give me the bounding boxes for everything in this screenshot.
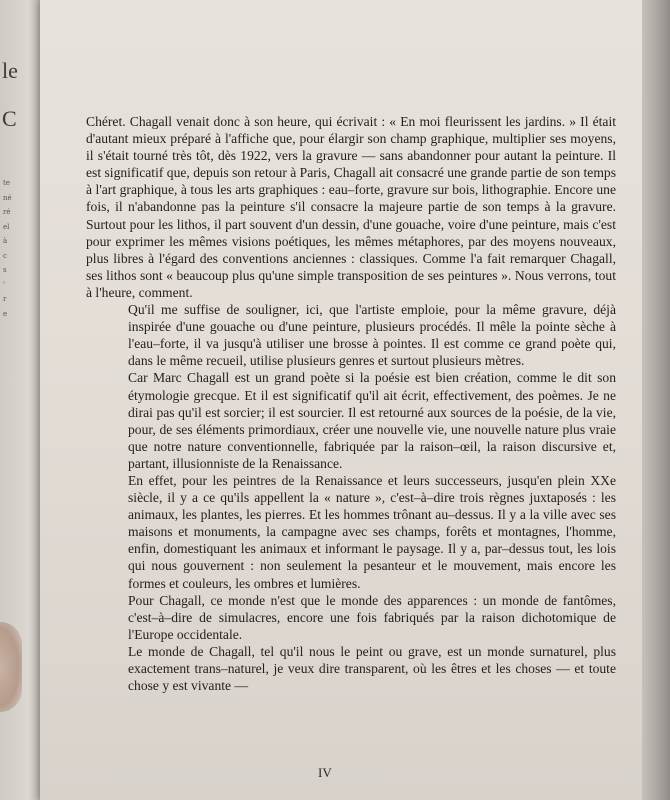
paragraph-3: Car Marc Chagall est un grand poète si la poésie est bien création, comme le dit son étymologie grecque. Et il est significatif qu'il ait écrit, effectivement, des poèmes. Je ne dirai pas qu'il est sorcier; il est sourcier. Il est retourné aux sources de la poésie, de la vie, pour, de ses éléments primordiaux, créer une nouvelle vie, une nouvelle nature plus vraie que notre nature conventionnelle, fabriquée par la raison–œil, la raison discursive et, partant, illusionniste de la Renaissance. [128,370,616,471]
left-page-margin-line: s [3,266,7,274]
left-page-margin-line: ré [3,208,11,216]
left-page-margin-line: e [3,309,8,318]
thumb-holding-book [0,622,22,712]
left-page-margin-line: el [3,222,10,231]
left-page-margin-line: te [3,179,10,187]
left-page-fragment-mid: C [2,106,17,131]
paragraph-6: Le monde de Chagall, tel qu'il nous le peint ou grave, est un monde surnaturel, plus exactement trans–naturel, je veux dire transparent, où les êtres et les choses — et toute chose y est vivante — [128,643,616,694]
left-page-fragment-top: le [2,58,18,83]
left-page-margin-lines [3,176,13,321]
page-edge-shadow [642,0,670,800]
paragraph-4: En effet, pour les peintres de la Renaissance et leurs successeurs, jusqu'en plein XXe siècle, il y a ce qu'ils appellent la « nature », c'est–à–dire trois règnes juxtaposés : les animaux, les plantes, les pierres. Et les hommes trônant au–dessus. Il y a la ville avec ses maisons et monuments, la campagne avec ses champs, forêts et montagnes, l'homme, enfin, domestiquant les animaux et informant le paysage. Il y a, par–dessus tout, les lois qui nous gouvernent : non seulement la pesanteur et le mouvement, mais encore les formes et couleurs, les ombres et lumières. [128,472,616,591]
left-page-margin-line: à [3,237,8,245]
left-page-margin-line: r [3,295,7,303]
body-text [86,113,616,694]
left-page-margin-line: né [3,193,12,202]
left-page-margin-line: c [3,251,7,260]
left-page-margin-line: ' [3,280,5,289]
paragraph-5: Pour Chagall, ce monde n'est que le monde des apparences : un monde de fantômes, c'est–à–dire de simulacres, encore une fois fabriqués par la raison dichotomique de l'Europe occidentale. [128,592,616,642]
paragraph-1: Chéret. Chagall venait donc à son heure, qui écrivait : « En moi fleurissent les jardins. » Il était d'autant mieux préparé à l'affiche que, pour élargir son champ graphique, multiplier ses moyens, il s'était tourné très tôt, dès 1922, vers la gravure — sans abandonner pour autant la peinture. Il est significatif que, depuis son retour à Paris, Chagall ait consacré une grande partie de son temps à l'art graphique, à tous les arts graphiques : eau–forte, gravure sur bois, lithographie. Encore une fois, il n'abandonne pas la peinture s'il consacre la majeure partie de son temps à la gravure. Surtout pour les lithos, il part souvent d'un dessin, d'une gouache, voire d'une peinture, mais c'est pour exprimer les mêmes visions poétiques, les mêmes métaphores, par des moyens nouveaux, plus libres à l'égard des conventions anciennes : classiques. Comme l'a fait remarquer Chagall, ses lithos sont « beaucoup plus qu'une simple transposition de ses peintures ». Nous verrons, tout à l'heure, comment. [86,114,616,300]
paragraph-2: Qu'il me suffise de souligner, ici, que l'artiste emploie, pour la même gravure, déjà inspirée d'une gouache ou d'une peinture, plusieurs procédés. Il mêle la pointe sèche à l'eau–forte, il va jusqu'à utiliser une brosse à pointes. Il est comme ce grand poète qui, dans le même recueil, utilise plusieurs genres et surtout plusieurs mètres. [128,302,616,369]
book-page [40,0,642,800]
page-number: IV [318,765,332,780]
